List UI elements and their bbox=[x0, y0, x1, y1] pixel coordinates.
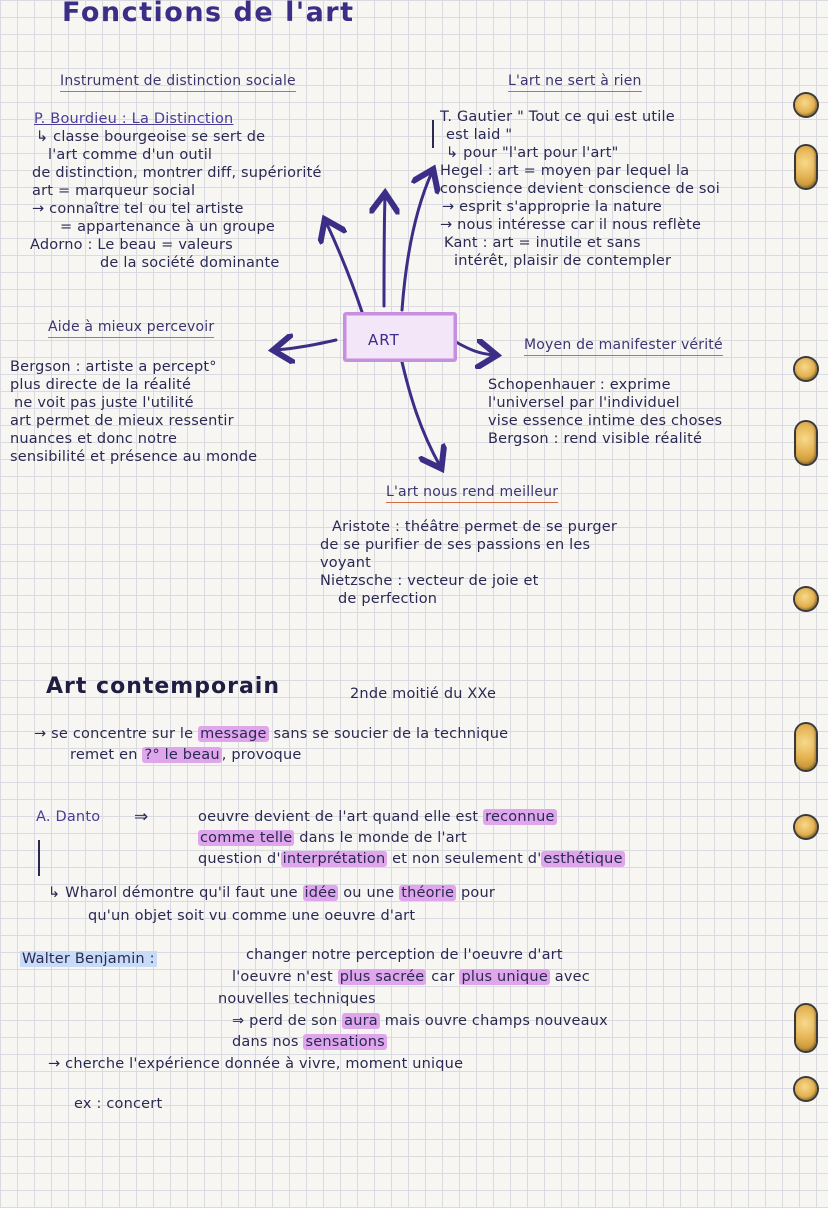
meilleur-line-1: Aristote : théâtre permet de se purger bbox=[332, 519, 618, 535]
distinction-line-8: Adorno : Le beau = valeurs bbox=[30, 237, 233, 253]
binder-hole-icon bbox=[795, 588, 817, 610]
distinction-line-2: ↳ classe bourgeoise se sert de bbox=[36, 129, 266, 145]
center-art-box bbox=[343, 312, 457, 362]
section-percevoir bbox=[10, 358, 257, 466]
meilleur-line-3: voyant bbox=[320, 555, 371, 571]
meilleur-line-5: de perfection bbox=[338, 591, 438, 607]
section-verite bbox=[488, 376, 722, 448]
danto-name: A. Danto bbox=[36, 809, 101, 825]
arrow-to-distinction bbox=[326, 222, 362, 312]
contemporain-subtitle: 2nde moitié du XXe bbox=[350, 686, 497, 702]
percevoir-line-4: art permet de mieux ressentir bbox=[10, 413, 234, 429]
highlight-plus-unique: plus unique bbox=[461, 969, 548, 985]
distinction-line-9: de la société dominante bbox=[100, 255, 280, 271]
verite-line-4: Bergson : rend visible réalité bbox=[488, 431, 703, 447]
section-sert-a-rien bbox=[440, 108, 720, 270]
verite-line-3: vise essence intime des choses bbox=[488, 413, 723, 429]
highlight-reconnue: reconnue bbox=[485, 809, 555, 825]
binder-hole-icon bbox=[795, 94, 817, 116]
arrow-to-percevoir bbox=[276, 340, 336, 350]
sert-line-8: Kant : art = inutile et sans bbox=[444, 235, 641, 251]
sert-line-3: ↳ pour "l'art pour l'art" bbox=[446, 145, 619, 161]
percevoir-line-3: ne voit pas juste l'utilité bbox=[14, 395, 194, 411]
sert-line-1: T. Gautier " Tout ce qui est utile bbox=[440, 109, 675, 125]
sert-line-5: conscience devient conscience de soi bbox=[440, 181, 720, 197]
distinction-line-7: = appartenance à un groupe bbox=[60, 219, 275, 235]
highlight-aura: aura bbox=[344, 1013, 378, 1029]
distinction-line-5: art = marqueur social bbox=[32, 183, 196, 199]
percevoir-line-1: Bergson : artiste a percept° bbox=[10, 359, 217, 375]
sert-line-9: intérêt, plaisir de contempler bbox=[454, 253, 672, 269]
warhol-line-2: qu'un objet soit vu comme une oeuvre d'art bbox=[88, 908, 416, 924]
percevoir-line-5: nuances et donc notre bbox=[10, 431, 178, 447]
highlight-benjamin: Walter Benjamin : bbox=[22, 951, 155, 967]
verite-line-2: l'universel par l'individuel bbox=[488, 395, 680, 411]
warhol-line-1: ↳ Wharol démontre qu'il faut une idée ou une théorie pour bbox=[48, 885, 496, 901]
contemporain-line-1: → se concentre sur le message sans se soucier de la technique bbox=[34, 726, 509, 742]
contemporain-line-2: remet en ?° le beau , provoque bbox=[70, 747, 302, 763]
binder-hole-icon bbox=[795, 1078, 817, 1100]
distinction-line-1: P. Bourdieu : La Distinction bbox=[34, 111, 234, 127]
highlight-esthetique: esthétique bbox=[543, 851, 623, 867]
highlight-beau: ?° le beau bbox=[144, 747, 220, 763]
binder-hole-icon bbox=[796, 1005, 816, 1051]
binder-hole-icon bbox=[796, 422, 816, 464]
heading-meilleur: L'art nous rend meilleur bbox=[386, 483, 558, 503]
percevoir-line-2: plus directe de la réalité bbox=[10, 377, 192, 393]
verite-line-1: Schopenhauer : exprime bbox=[488, 377, 671, 393]
arrow-to-verite bbox=[456, 342, 494, 355]
benjamin-line-3: nouvelles techniques bbox=[218, 991, 376, 1007]
arrow-up bbox=[384, 196, 385, 306]
benjamin-name bbox=[20, 950, 157, 968]
sert-line-4: Hegel : art = moyen par lequel la bbox=[440, 163, 690, 179]
arrow-to-meilleur bbox=[402, 362, 440, 466]
heading-sert-a-rien: L'art ne sert à rien bbox=[508, 72, 642, 92]
sert-line-6: → esprit s'approprie la nature bbox=[442, 199, 662, 215]
binder-hole-icon bbox=[795, 816, 817, 838]
danto-line-1: oeuvre devient de l'art quand elle est reconnue bbox=[198, 809, 555, 825]
distinction-line-6: → connaître tel ou tel artiste bbox=[32, 201, 244, 217]
binder-hole-icon bbox=[796, 146, 816, 188]
highlight-plus-sacree: plus sacrée bbox=[339, 969, 425, 985]
distinction-line-4: de distinction, montrer diff, supériorité bbox=[32, 165, 322, 181]
highlight-idee: idée bbox=[304, 885, 337, 901]
danto-bracket bbox=[38, 840, 40, 876]
highlight-interpretation: interprétation bbox=[282, 851, 386, 867]
center-art-label: ART bbox=[368, 331, 400, 349]
benjamin-line-5: dans nos sensations bbox=[232, 1034, 385, 1050]
benjamin-line-2: l'oeuvre n'est plus sacrée car plus unique avec bbox=[232, 969, 590, 985]
heading-percevoir: Aide à mieux percevoir bbox=[48, 318, 214, 338]
example-line: ex : concert bbox=[74, 1096, 163, 1112]
sert-line-7: → nous intéresse car il nous reflète bbox=[440, 217, 702, 233]
meilleur-line-4: Nietzsche : vecteur de joie et bbox=[320, 573, 539, 589]
danto-line-3: question d' interprétation et non seulement d' esthétique bbox=[198, 851, 623, 867]
danto-line-2: comme telle dans le monde de l'art bbox=[200, 830, 467, 846]
section-title-contemporain: Art contemporain bbox=[46, 674, 280, 699]
highlight-comme-telle: comme telle bbox=[200, 830, 293, 846]
meilleur-line-2: de se purifier de ses passions en les bbox=[320, 537, 591, 553]
cherche-line: → cherche l'expérience donnée à vivre, moment unique bbox=[48, 1056, 464, 1072]
heading-distinction: Instrument de distinction sociale bbox=[60, 72, 296, 92]
section-meilleur bbox=[320, 518, 617, 608]
danto-arrow: ⇒ bbox=[134, 807, 149, 827]
distinction-line-3: l'art comme d'un outil bbox=[48, 147, 213, 163]
benjamin-line-4: ⇒ perd de son aura mais ouvre champs nouveaux bbox=[232, 1013, 608, 1029]
page-title: Fonctions de l'art bbox=[62, 0, 355, 28]
sert-line-2: est laid " bbox=[446, 127, 513, 143]
arrow-to-sert-a-rien bbox=[402, 172, 432, 310]
section-distinction bbox=[30, 110, 322, 272]
binder-hole-icon bbox=[796, 724, 816, 770]
highlight-sensations: sensations bbox=[305, 1034, 385, 1050]
highlight-message: message bbox=[200, 726, 267, 742]
percevoir-line-6: sensibilité et présence au monde bbox=[10, 449, 258, 465]
highlight-theorie: théorie bbox=[401, 885, 455, 901]
benjamin-line-1: changer notre perception de l'oeuvre d'art bbox=[246, 947, 563, 963]
quote-bracket bbox=[432, 120, 434, 148]
binder-hole-icon bbox=[795, 358, 817, 380]
heading-verite: Moyen de manifester vérité bbox=[524, 336, 723, 356]
